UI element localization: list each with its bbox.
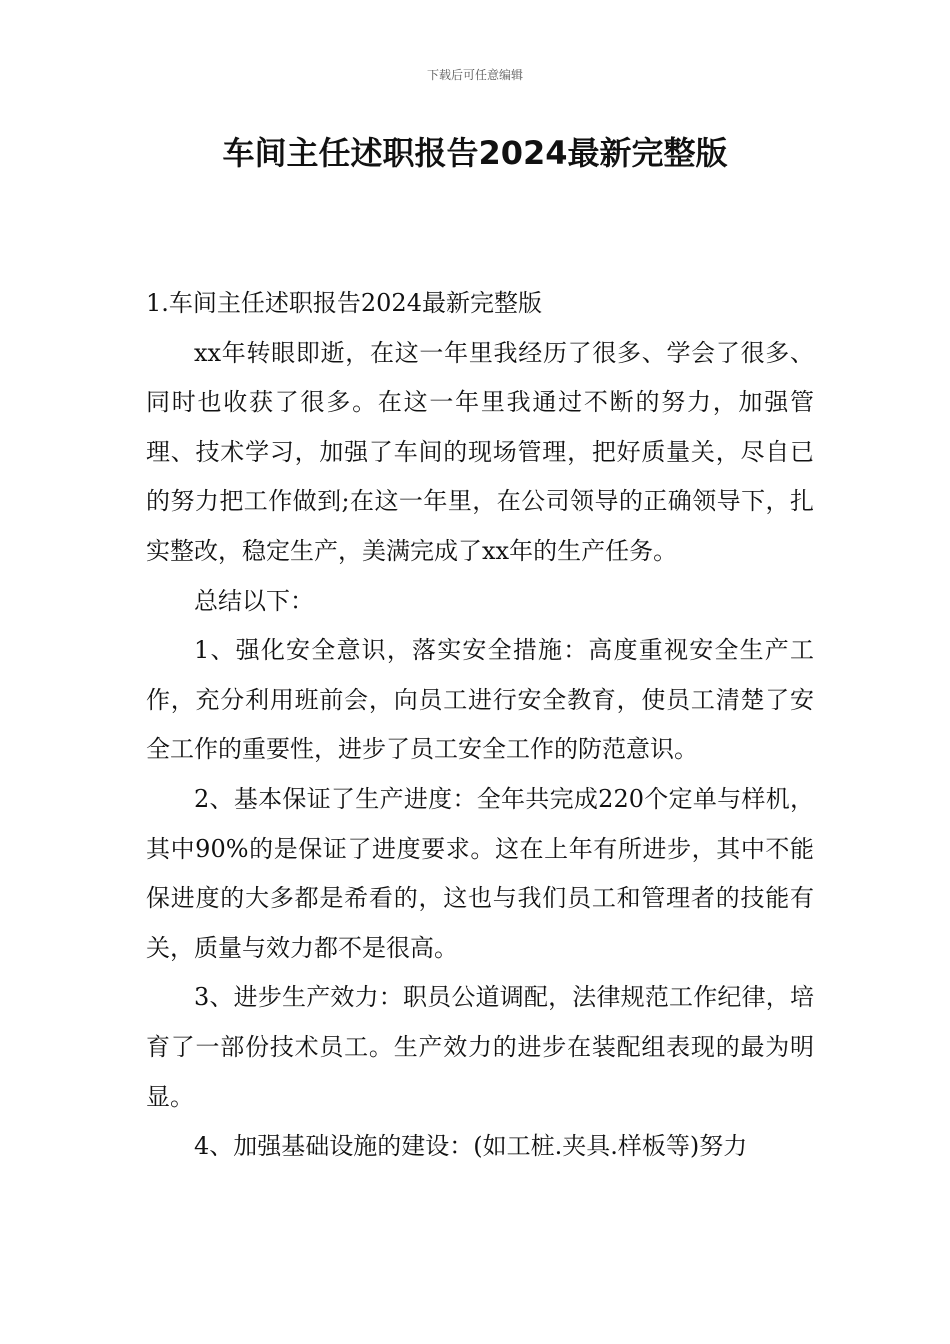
paragraph-item-1: 1、强化安全意识，落实安全措施：高度重视安全生产工作，充分利用班前会，向员工进行安全教育，使员工清楚了安全工作的重要性，进步了员工安全工作的防范意识。 — [146, 636, 814, 764]
paragraph-item-3: 3、进步生产效力：职员公道调配，法律规范工作纪律，培育了一部份技术员工。生产效力的进步在装配组表现的最为明显。 — [146, 983, 814, 1111]
header-note: 下载后可任意编辑 — [426, 68, 523, 82]
document-body — [146, 279, 814, 1172]
section-heading: 1.车间主任述职报告2024最新完整版 — [146, 289, 542, 317]
document-title: 车间主任述职报告2024最新完整版 — [222, 134, 728, 172]
paragraph-intro: xx年转眼即逝，在这一年里我经历了很多、学会了很多、同时也收获了很多。在这一年里我通过不断的努力，加强管理、技术学习，加强了车间的现场管理，把好质量关，尽自已的努力把工作做到;在这一年里，在公司领导的正确领导下，扎实整改，稳定生产，美满完成了xx年的生产任务。 — [146, 338, 814, 565]
paragraph-item-2: 2、基本保证了生产进度：全年共完成220个定单与样机，其中90%的是保证了进度要求。这在上年有所进步，其中不能保进度的大多都是希看的，这也与我们员工和管理者的技能有关，质量与效力都不是很高。 — [146, 784, 814, 962]
paragraph-summary-lead: 总结以下： — [194, 586, 314, 615]
paragraph-item-4: 4、加强基础设施的建设：(如工桩.夹具.样板等)努力 — [194, 1132, 748, 1161]
